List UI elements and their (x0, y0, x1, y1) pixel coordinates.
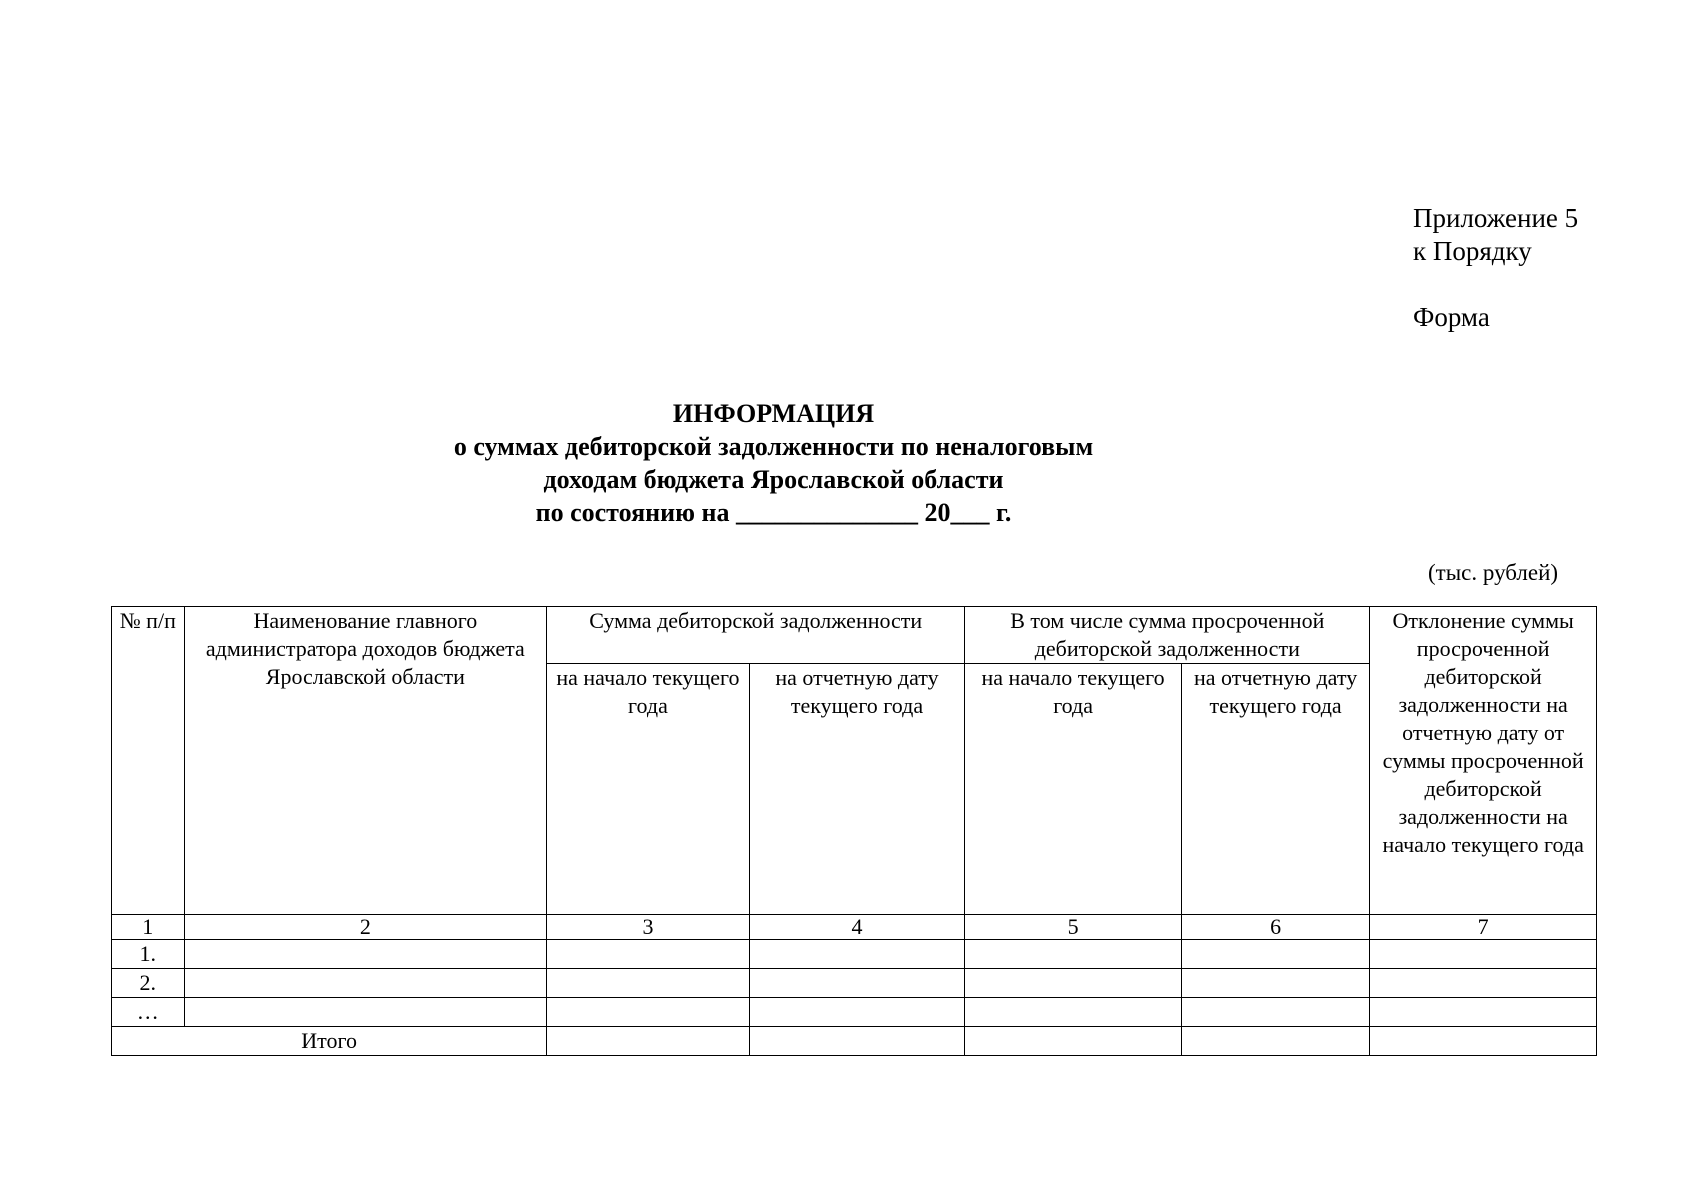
table-cell[interactable] (184, 969, 547, 998)
appendix-number: Приложение 5 (1413, 203, 1579, 233)
table-cell[interactable] (547, 940, 749, 969)
table-cell[interactable] (749, 998, 965, 1027)
table-cell[interactable] (184, 998, 547, 1027)
column-number: 1 (112, 915, 185, 940)
column-number: 2 (184, 915, 547, 940)
header-overdue-start: на начало текущего года (965, 664, 1182, 915)
column-number: 4 (749, 915, 965, 940)
title-line-2: о суммах дебиторской задолженности по неналоговым (453, 432, 1094, 461)
table-cell[interactable] (965, 969, 1182, 998)
column-number-row (112, 915, 1597, 940)
table-row (112, 998, 1597, 1027)
header-admin-name: Наименование главного администратора доходов бюджета Ярославской области (184, 607, 547, 915)
table-cell[interactable] (1370, 969, 1597, 998)
form-label: Форма (1413, 302, 1490, 332)
units-label: (тыс. рублей) (1428, 560, 1559, 585)
table-cell[interactable] (965, 998, 1182, 1027)
table-row (112, 969, 1597, 998)
table-cell[interactable] (1370, 1027, 1597, 1056)
table-cell[interactable] (749, 969, 965, 998)
row-number: … (112, 998, 185, 1027)
title-line-4: по состоянию на ______________ 20___ г. (535, 498, 1012, 527)
column-number: 3 (547, 915, 749, 940)
table-cell[interactable] (965, 1027, 1182, 1056)
table-cell[interactable] (965, 940, 1182, 969)
header-deviation: Отклонение суммы просроченной дебиторской задолженности на отчетную дату от суммы просроченной дебиторской задолженности на начало текущего года (1370, 607, 1597, 915)
title-line-1: ИНФОРМАЦИЯ (672, 399, 875, 428)
appendix-note (1413, 202, 1578, 334)
table-cell[interactable] (1181, 940, 1369, 969)
table-cell[interactable] (547, 1027, 749, 1056)
table-cell[interactable] (749, 1027, 965, 1056)
document-title (0, 397, 1697, 529)
receivables-table (111, 606, 1597, 1056)
total-row (112, 1027, 1597, 1056)
header-sum-group: Сумма дебиторской задолженности (547, 607, 965, 664)
table-cell[interactable] (1181, 998, 1369, 1027)
column-number: 7 (1370, 915, 1597, 940)
table-row (112, 940, 1597, 969)
header-sum-start: на начало текущего года (547, 664, 749, 915)
header-overdue-group: В том числе сумма просроченной дебиторской задолженности (965, 607, 1370, 664)
header-overdue-report: на отчетную дату текущего года (1181, 664, 1369, 915)
table-cell[interactable] (547, 969, 749, 998)
row-number: 2. (112, 969, 185, 998)
table-cell[interactable] (1181, 1027, 1369, 1056)
column-number: 5 (965, 915, 1182, 940)
header-sum-report: на отчетную дату текущего года (749, 664, 965, 915)
row-number: 1. (112, 940, 185, 969)
header-row-1 (112, 607, 1597, 664)
appendix-reference: к Порядку (1413, 236, 1532, 266)
table-cell[interactable] (749, 940, 965, 969)
table-cell[interactable] (547, 998, 749, 1027)
title-line-3: доходам бюджета Ярославской области (543, 465, 1004, 494)
table-cell[interactable] (1370, 940, 1597, 969)
table-cell[interactable] (1181, 969, 1369, 998)
table-cell[interactable] (184, 940, 547, 969)
header-num: № п/п (112, 607, 185, 915)
table-cell[interactable] (1370, 998, 1597, 1027)
column-number: 6 (1181, 915, 1369, 940)
total-label: Итого (112, 1027, 547, 1056)
